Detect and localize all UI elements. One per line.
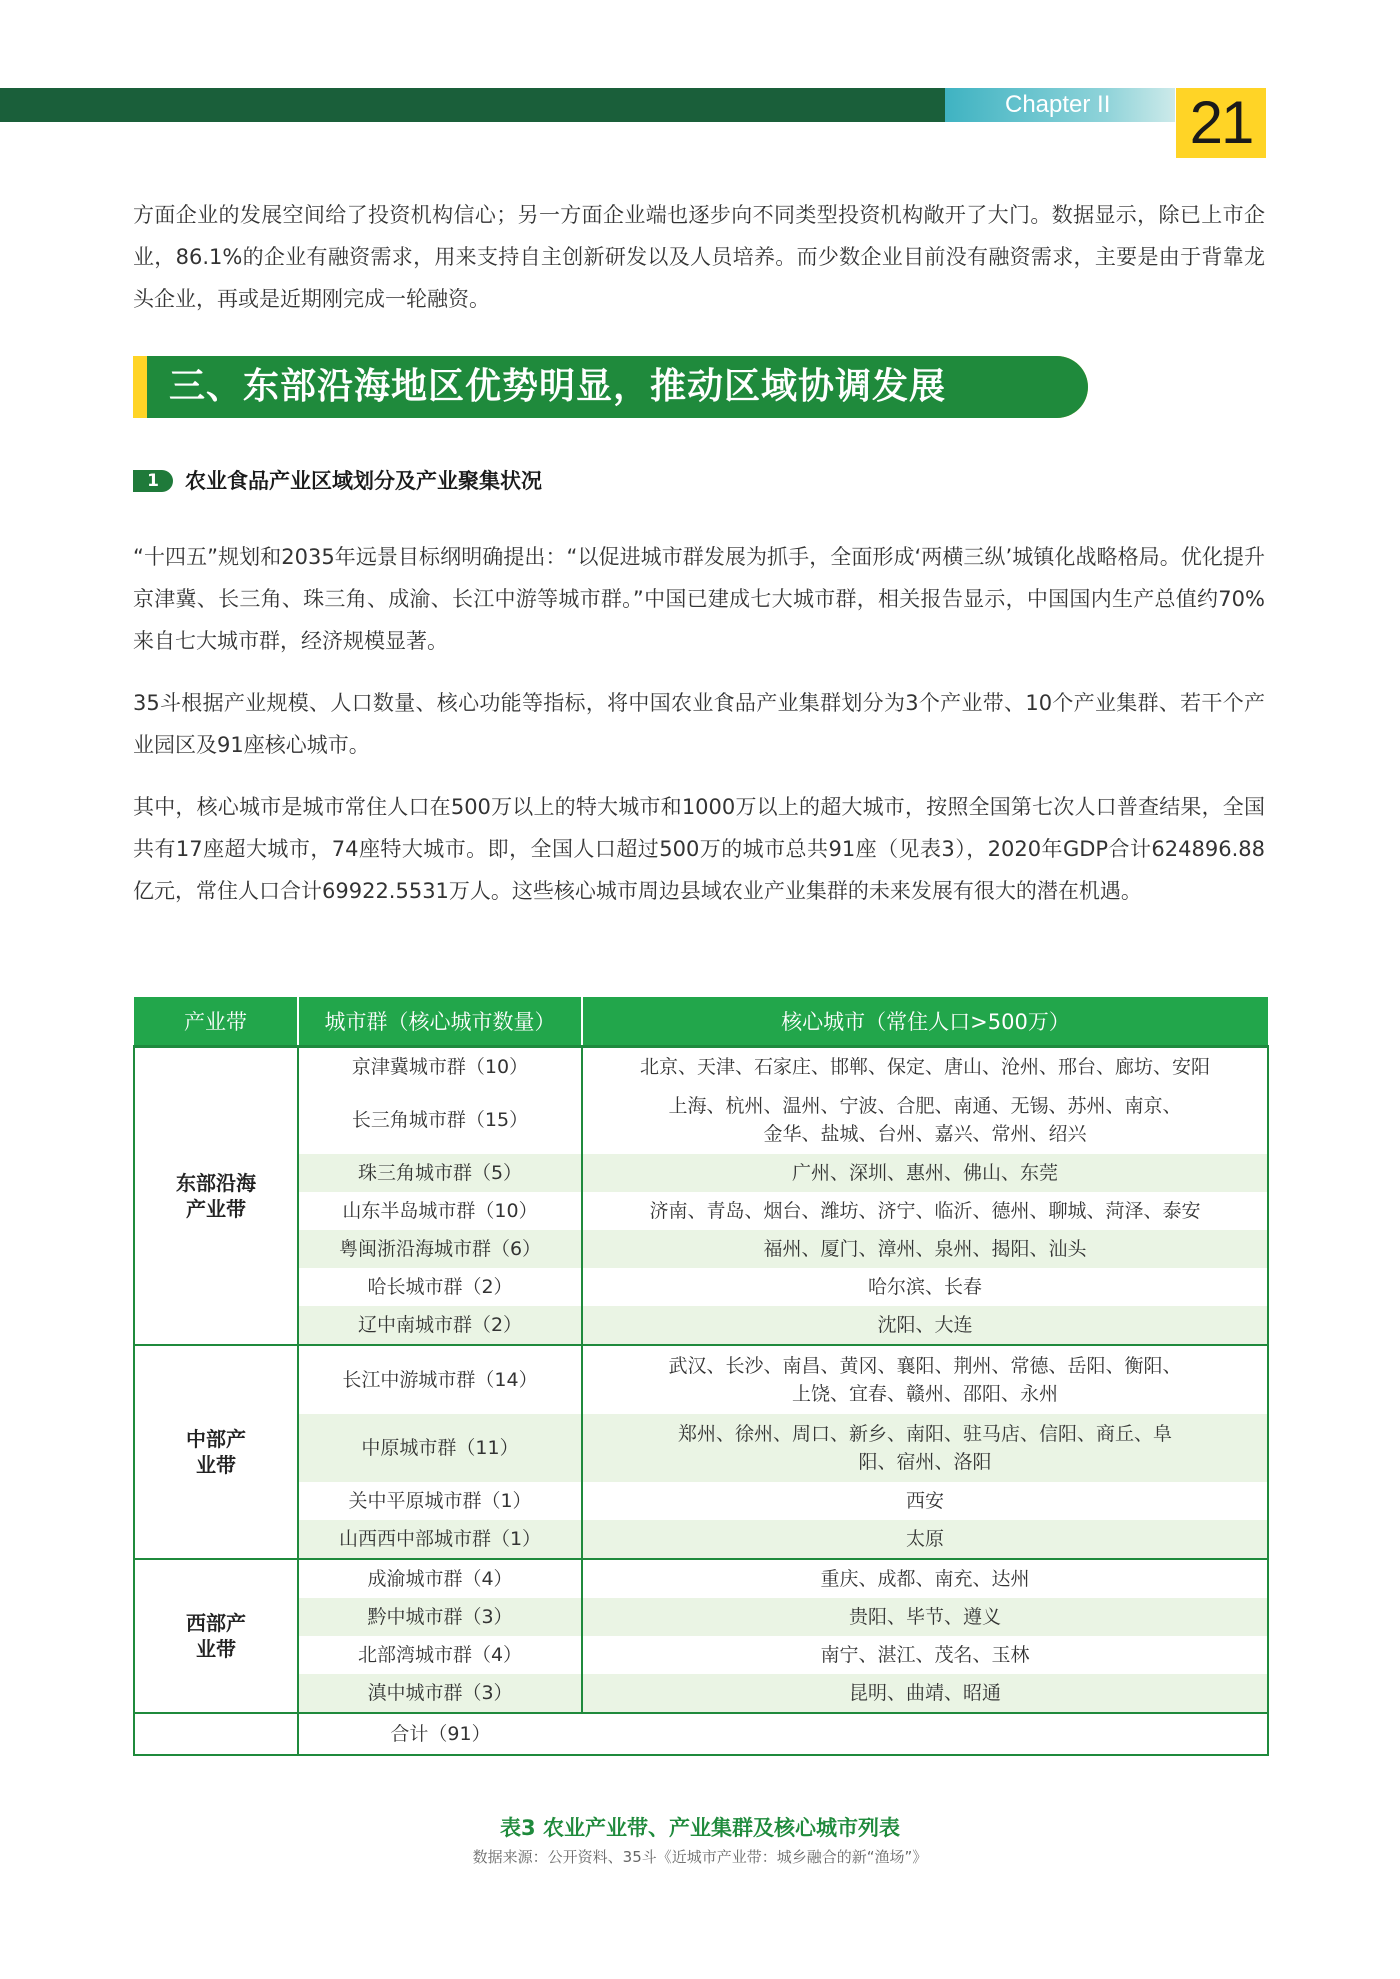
belt-central (134, 1345, 298, 1559)
total-blank-right (582, 1713, 1268, 1755)
cluster-name: 长江中游城市群（14） (298, 1345, 582, 1414)
paragraph-1: “十四五”规划和2035年远景目标纲明确提出：“以促进城市群发展为抓手，全面形成‘两横三纵’城镇化战略格局。优化提升京津冀、长三角、珠三角、成渝、长江中游等城市群。”中国已建成七大城市群，相关报告显示，中国国内生产总值约70%来自七大城市群，经济规模显著。 (133, 545, 1265, 653)
core-cities: 太原 (582, 1520, 1268, 1559)
section-title: 三、东部沿海地区优势明显，推动区域协调发展 (147, 356, 1088, 418)
table-header-row (134, 997, 1268, 1047)
table-row (134, 1345, 1268, 1414)
core-cities (582, 1345, 1268, 1414)
core-cities: 南宁、湛江、茂名、玉林 (582, 1636, 1268, 1674)
core-cities: 济南、青岛、烟台、潍坊、济宁、临沂、德州、聊城、菏泽、泰安 (582, 1192, 1268, 1230)
table-row (134, 1482, 1268, 1520)
table-row (134, 1674, 1268, 1713)
subsection-number: 1 (133, 470, 173, 492)
table-row (134, 1047, 1268, 1087)
core-cities (582, 1414, 1268, 1482)
table-row (134, 1414, 1268, 1482)
table-row (134, 1520, 1268, 1559)
core-cities: 北京、天津、石家庄、邯郸、保定、唐山、沧州、邢台、廊坊、安阳 (582, 1047, 1268, 1087)
chapter-label: Chapter II (945, 88, 1175, 122)
core-cities: 广州、深圳、惠州、佛山、东莞 (582, 1154, 1268, 1192)
table-row (134, 1306, 1268, 1345)
cluster-name: 山东半岛城市群（10） (298, 1192, 582, 1230)
header-bar (0, 88, 945, 122)
total-blank (134, 1713, 298, 1755)
core-cities: 西安 (582, 1482, 1268, 1520)
cluster-name: 中原城市群（11） (298, 1414, 582, 1482)
core-cities: 沈阳、大连 (582, 1306, 1268, 1345)
subsection-title: 农业食品产业区域划分及产业聚集状况 (185, 469, 542, 493)
belt-east-label: 东部沿海产业带 (176, 1171, 256, 1221)
core-cities: 哈尔滨、长春 (582, 1268, 1268, 1306)
core-cities: 福州、厦门、漳州、泉州、揭阳、汕头 (582, 1230, 1268, 1268)
city-cluster-table (133, 997, 1269, 1756)
cluster-name: 长三角城市群（15） (298, 1086, 582, 1154)
table-row (134, 1268, 1268, 1306)
paragraph-2: 35斗根据产业规模、人口数量、核心功能等指标，将中国农业食品产业集群划分为3个产业带、10个产业集群、若干个产业园区及91座核心城市。 (133, 691, 1265, 757)
table-row (134, 1192, 1268, 1230)
table-row (134, 1598, 1268, 1636)
belt-east (134, 1047, 298, 1346)
belt-central-label: 中部产业带 (186, 1427, 246, 1477)
table-row (134, 1636, 1268, 1674)
cluster-name: 黔中城市群（3） (298, 1598, 582, 1636)
core-cities-text: 郑州、徐州、周口、新乡、南阳、驻马店、信阳、商丘、阜阳、宿州、洛阳 (677, 1423, 1172, 1473)
cluster-name: 哈长城市群（2） (298, 1268, 582, 1306)
table-row (134, 1230, 1268, 1268)
core-cities (582, 1086, 1268, 1154)
section-banner (133, 356, 1088, 418)
intro-paragraph: 方面企业的发展空间给了投资机构信心；另一方面企业端也逐步向不同类型投资机构敞开了大门。数据显示，除已上市企业，86.1%的企业有融资需求，用来支持自主创新研发以及人员培养。而少数企业目前没有融资需求，主要是由于背靠龙头企业，再或是近期刚完成一轮融资。 (133, 203, 1265, 311)
cluster-name: 成渝城市群（4） (298, 1559, 582, 1598)
header-cities: 核心城市（常住人口>500万） (582, 997, 1268, 1047)
table-row (134, 1086, 1268, 1154)
cluster-name: 滇中城市群（3） (298, 1674, 582, 1713)
table-caption: 表3 农业产业带、产业集群及核心城市列表 (500, 1816, 900, 1840)
table-row (134, 1154, 1268, 1192)
data-source: 数据来源：公开资料、35斗《近城市产业带：城乡融合的新“渔场”》 (472, 1848, 928, 1866)
cluster-name: 粤闽浙沿海城市群（6） (298, 1230, 582, 1268)
core-cities: 昆明、曲靖、昭通 (582, 1674, 1268, 1713)
belt-west-label: 西部产业带 (186, 1611, 246, 1661)
cluster-name: 辽中南城市群（2） (298, 1306, 582, 1345)
paragraph-3: 其中，核心城市是城市常住人口在500万以上的特大城市和1000万以上的超大城市，按照全国第七次人口普查结果，全国共有17座超大城市，74座特大城市。即，全国人口超过500万的城市总共91座（见表3），2020年GDP合计624896.88亿元，常住人口合计69922.5531万人。这些核心城市周边县域农业产业集群的未来发展有很大的潜在机遇。 (133, 795, 1265, 903)
cluster-name: 关中平原城市群（1） (298, 1482, 582, 1520)
belt-west (134, 1559, 298, 1713)
core-cities-text: 武汉、长沙、南昌、黄冈、襄阳、荆州、常德、岳阳、衡阳、上饶、宜春、赣州、邵阳、永州 (668, 1355, 1182, 1405)
cluster-name: 京津冀城市群（10） (298, 1047, 582, 1087)
cluster-name: 山西西中部城市群（1） (298, 1520, 582, 1559)
total-label: 合计（91） (298, 1713, 582, 1755)
page-number: 21 (1176, 88, 1266, 158)
table-total-row (134, 1713, 1268, 1755)
core-cities-text: 上海、杭州、温州、宁波、合肥、南通、无锡、苏州、南京、金华、盐城、台州、嘉兴、常州、绍兴 (668, 1095, 1182, 1145)
core-cities: 贵阳、毕节、遵义 (582, 1598, 1268, 1636)
cluster-name: 北部湾城市群（4） (298, 1636, 582, 1674)
table-row (134, 1559, 1268, 1598)
cluster-name: 珠三角城市群（5） (298, 1154, 582, 1192)
core-cities: 重庆、成都、南充、达州 (582, 1559, 1268, 1598)
header-belt: 产业带 (134, 997, 298, 1047)
header-cluster: 城市群（核心城市数量） (298, 997, 582, 1047)
